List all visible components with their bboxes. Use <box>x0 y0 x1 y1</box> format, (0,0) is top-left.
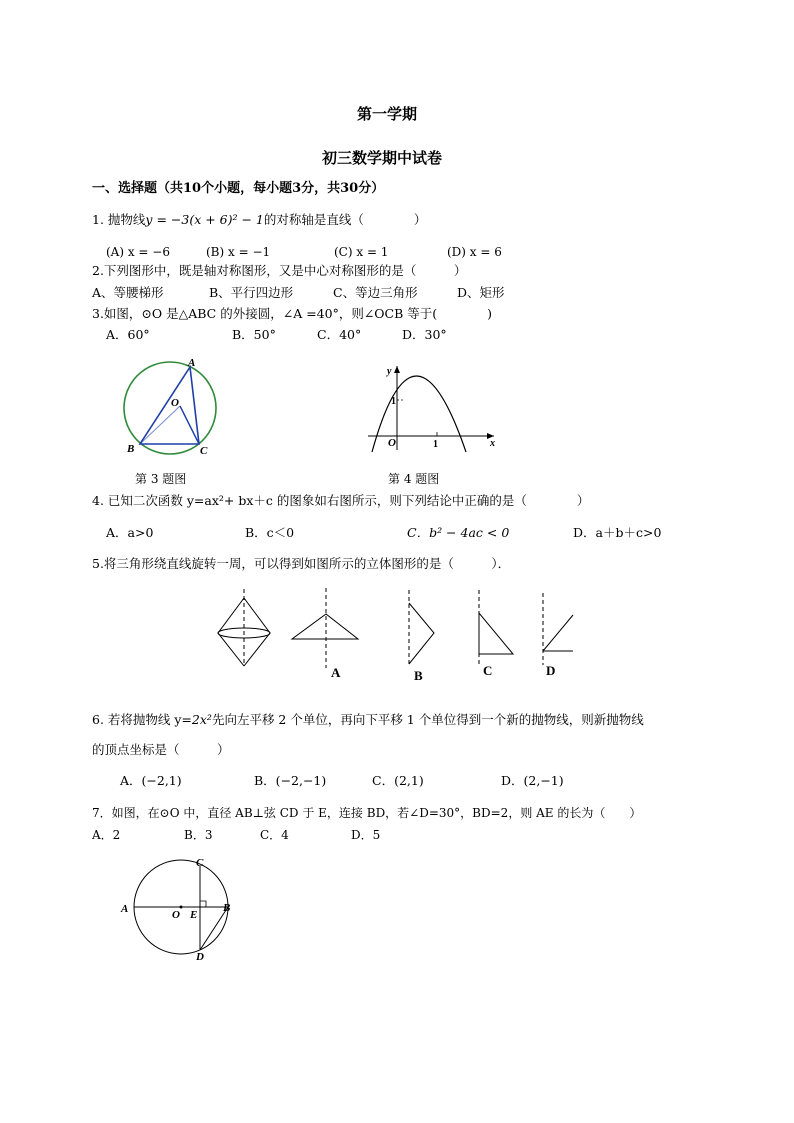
label-d: D <box>196 951 204 963</box>
circumcircle <box>124 362 216 454</box>
q2-option-d: D、矩形 <box>457 285 505 300</box>
label-e: E <box>190 909 198 921</box>
figure-7 <box>118 852 238 962</box>
question-7: 7．如图，在⊙O 中，直径 AB⊥弦 CD 于 E，连接 BD，若∠D=30°，BD=2，则 AE 的长为（ ） <box>92 806 642 820</box>
question-2: 2.下列图形中，既是轴对称图形，又是中心对称图形的是（ ） <box>92 263 467 278</box>
q3-option-a: A．60° <box>106 327 150 342</box>
shape-a <box>292 588 358 668</box>
label-b: B <box>223 902 231 914</box>
question-6-stem-pre: 6. 若将抛物线 y= <box>92 712 192 727</box>
label-shape-b: B <box>414 668 423 683</box>
exam-title: 初三数学期中试卷 <box>322 149 443 167</box>
label-b: B <box>127 443 135 455</box>
label-origin: O <box>388 437 396 449</box>
label-shape-c: C <box>483 663 493 678</box>
section-heading: 一、选择题（共10个小题，每小题3分，共30分） <box>92 181 385 196</box>
double-cone <box>218 589 270 666</box>
question-4: 4. 已知二次函数 y=ax²+ bx＋c 的图象如右图所示，则下列结论中正确的是（ ） <box>92 493 590 508</box>
q1-option-a: (A) x = −6 <box>106 245 170 259</box>
shape-d <box>543 593 573 665</box>
question-5: 5.将三角形绕直线旋转一周，可以得到如图所示的立体图形的是（ ）． <box>92 556 511 571</box>
right-angle-mark <box>200 901 206 907</box>
question-6-stem-post: 先向左平移 2 个单位，再向下平移 1 个单位得到一个新的抛物线，则新抛物线 <box>211 712 644 727</box>
question-3: 3.如图，⊙O 是△ABC 的外接圆，∠A =40°，则∠OCB 等于( ) <box>92 306 493 321</box>
figure-5 <box>210 585 580 685</box>
label-shape-d: D <box>546 663 556 678</box>
q2-option-c: C、等边三角形 <box>333 285 418 300</box>
label-y-one: 1 <box>391 396 396 407</box>
figure-3-caption: 第 3 题图 <box>135 472 187 486</box>
question-6-formula: 2x² <box>191 712 212 727</box>
q4-option-b: B．c＜0 <box>245 525 295 540</box>
q7-option-a: A．2 <box>92 828 121 842</box>
q7-option-b: B．3 <box>184 828 213 842</box>
question-1-formula: y = −3(x + 6)² − 1 <box>145 212 264 227</box>
label-shape-a: A <box>331 665 341 680</box>
label-o: O <box>171 397 179 409</box>
figure-4-caption: 第 4 题图 <box>388 472 440 486</box>
q1-option-b: (B) x = −1 <box>206 245 271 259</box>
figure-4 <box>360 360 505 460</box>
y-axis-arrow <box>394 366 400 373</box>
q6-option-c: C．(2,1) <box>372 773 424 788</box>
label-y: y <box>387 366 392 377</box>
parabola-curve <box>372 376 466 452</box>
q1-option-d: (D) x = 6 <box>447 245 502 259</box>
label-x-one: 1 <box>433 439 438 450</box>
q6-option-a: A．(−2,1) <box>120 773 182 788</box>
label-a: A <box>121 903 129 915</box>
q3-option-d: D．30° <box>402 327 447 342</box>
triangle-abc <box>140 367 199 444</box>
question-1 <box>92 212 426 228</box>
q4-option-a: A．a>0 <box>106 525 154 540</box>
q2-option-a: A、等腰梯形 <box>92 285 164 300</box>
q7-option-d: D．5 <box>351 828 381 842</box>
q6-option-b: B．(−2,−1) <box>254 773 327 788</box>
q4-option-c: C．b² − 4ac < 0 <box>407 525 510 540</box>
term-title: 第一学期 <box>357 105 418 123</box>
question-6 <box>92 712 644 728</box>
label-c: C <box>200 445 208 457</box>
label-o: O <box>172 909 180 921</box>
figure-3 <box>118 355 218 465</box>
q7-option-c: C．4 <box>260 828 289 842</box>
line-ob <box>140 406 180 444</box>
shape-c <box>479 590 513 665</box>
label-a: A <box>188 357 196 369</box>
q2-option-b: B、平行四边形 <box>209 285 294 300</box>
question-1-stem-post: 的对称轴是直线（ ） <box>263 212 427 227</box>
label-c: C <box>196 857 204 869</box>
question-6-line2: 的顶点坐标是（ ） <box>92 742 230 757</box>
q4-option-d: D．a＋b＋c>0 <box>573 525 662 540</box>
q6-option-d: D．(2,−1) <box>501 773 564 788</box>
label-x: x <box>490 438 495 449</box>
q3-option-b: B．50° <box>232 327 276 342</box>
question-1-stem-pre: 1. 抛物线 <box>92 212 146 227</box>
q1-option-c: (C) x = 1 <box>334 245 389 259</box>
shape-b <box>409 590 434 666</box>
q3-option-c: C．40° <box>317 327 362 342</box>
